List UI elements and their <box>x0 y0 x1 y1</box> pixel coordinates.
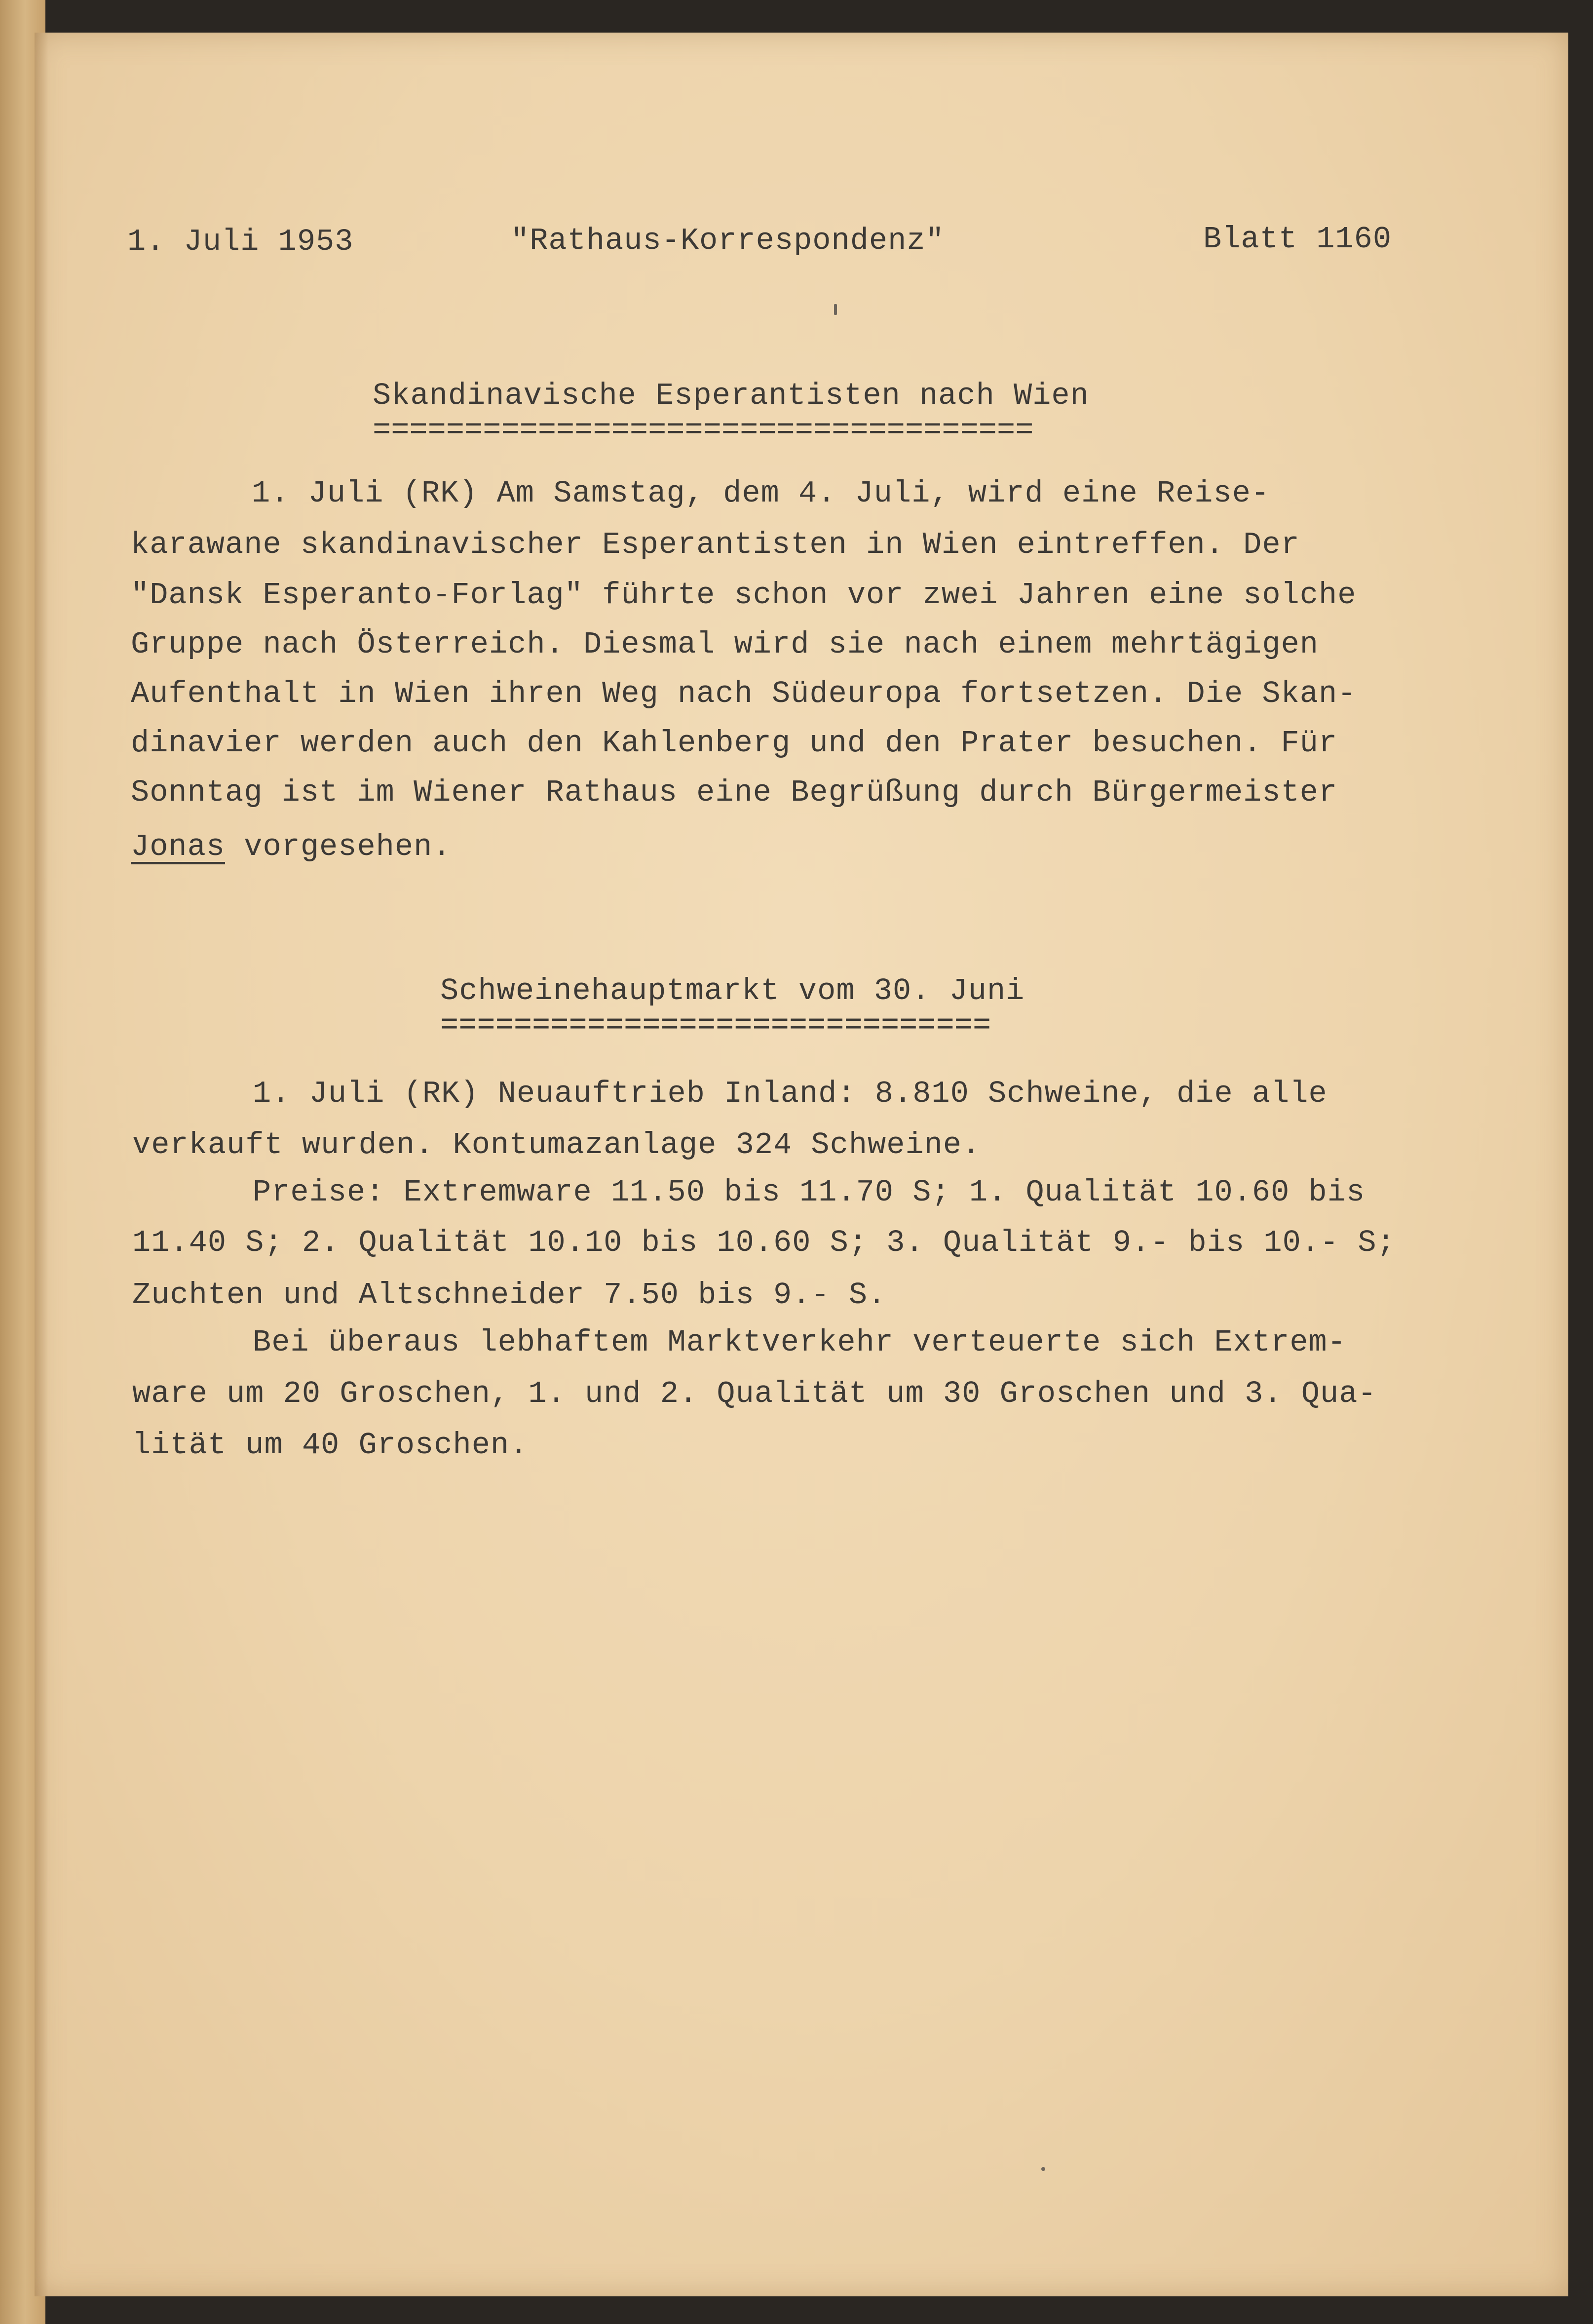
article1-title-rule: ==================================== <box>373 421 1034 440</box>
article2-line-1: 1. Juli (RK) Neuauftrieb Inland: 8.810 Schweine, die alle <box>253 1076 1328 1111</box>
header-sheet-number: Blatt 1160 <box>1203 222 1392 257</box>
mayor-name-underlined: Jonas <box>131 829 226 864</box>
article1-line-1: 1. Juli (RK) Am Samstag, dem 4. Juli, wird eine Reise- <box>252 476 1270 511</box>
header-date: 1. Juli 1953 <box>127 224 354 259</box>
paper-speck <box>834 304 837 315</box>
article1-line-5: Aufenthalt in Wien ihren Weg nach Südeuropa fortsetzen. Die Skan- <box>131 676 1357 711</box>
article2-line-8: lität um 40 Groschen. <box>132 1428 529 1463</box>
article2-line-2: verkauft wurden. Kontumazanlage 324 Schweine. <box>132 1127 981 1162</box>
article1-line-2: karawane skandinavischer Esperantisten in Wien eintreffen. Der <box>131 527 1300 562</box>
article1-line-8 <box>131 827 452 867</box>
article1-line-6: dinavier werden auch den Kahlenberg und den Prater besuchen. Für <box>131 726 1338 761</box>
article1-line-3: "Dansk Esperanto-Forlag" führte schon vor zwei Jahren eine solche <box>131 578 1357 613</box>
article2-line-6: Bei überaus lebhaftem Marktverkehr verteuerte sich Extrem- <box>253 1325 1346 1360</box>
article2-line-3: Preise: Extremware 11.50 bis 11.70 S; 1. Qualität 10.60 bis <box>253 1175 1365 1210</box>
article2-line-4: 11.40 S; 2. Qualität 10.10 bis 10.60 S; 3. Qualität 9.- bis 10.- S; <box>132 1225 1396 1260</box>
article1-line-8-rest: vorgesehen. <box>225 829 452 864</box>
page-gutter-shadow <box>35 33 48 2296</box>
header-publication: "Rathaus-Korrespondenz" <box>511 223 945 258</box>
article2-line-5: Zuchten und Altschneider 7.50 bis 9.- S. <box>132 1278 887 1313</box>
article1-line-4: Gruppe nach Österreich. Diesmal wird sie nach einem mehrtägigen <box>131 627 1319 662</box>
article1-title: Skandinavische Esperantisten nach Wien <box>373 378 1089 413</box>
article1-line-7: Sonntag ist im Wiener Rathaus eine Begrüßung durch Bürgermeister <box>131 775 1338 810</box>
article2-title: Schweinehauptmarkt vom 30. Juni <box>440 973 1025 1008</box>
paper-speck <box>1041 2167 1045 2171</box>
article2-line-7: ware um 20 Groschen, 1. und 2. Qualität um 30 Groschen und 3. Qua- <box>132 1376 1377 1411</box>
article2-title-rule: ============================== <box>440 1016 991 1036</box>
